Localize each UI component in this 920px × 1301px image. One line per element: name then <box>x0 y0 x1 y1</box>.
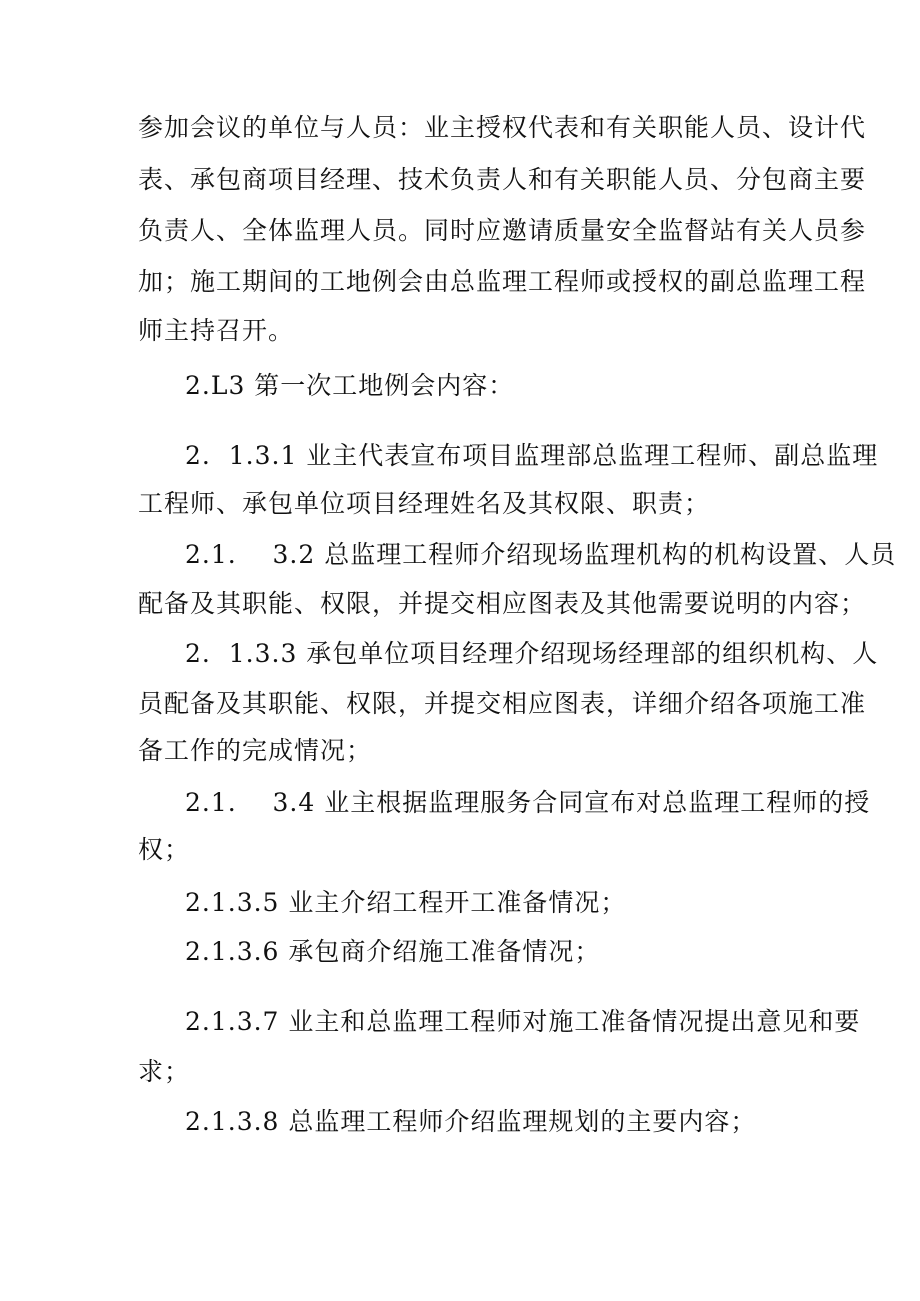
item-line-5: 2. 1.3.3 承包单位项目经理介绍现场经理部的组织机构、人 <box>185 639 879 668</box>
item-line-10: 2.1.3.5 业主介绍工程开工准备情况； <box>185 888 627 917</box>
paragraph-line-2: 表、承包商项目经理、技术负责人和有关职能人员、分包商主要 <box>138 165 867 194</box>
item-line-1: 2. 1.3.1 业主代表宣布项目监理部总监理工程师、副总监理 <box>185 441 879 470</box>
paragraph-line-5: 师主持召开。 <box>138 316 295 345</box>
item-line-7: 备工作的完成情况； <box>138 736 373 765</box>
paragraph-line-3: 负责人、全体监理人员。同时应邀请质量安全监督站有关人员参 <box>138 216 867 245</box>
paragraph-line-4: 加；施工期间的工地例会由总监理工程师或授权的副总监理工程 <box>138 267 867 296</box>
item-line-6: 员配备及其职能、权限，并提交相应图表，详细介绍各项施工准 <box>138 689 867 718</box>
section-heading: 2.L3 第一次工地例会内容： <box>185 371 515 400</box>
item-line-13: 求； <box>138 1057 191 1086</box>
item-line-9: 权； <box>138 835 191 864</box>
item-line-4: 配备及其职能、权限，并提交相应图表及其他需要说明的内容； <box>138 589 867 618</box>
item-line-12: 2.1.3.7 业主和总监理工程师对施工准备情况提出意见和要 <box>185 1007 861 1036</box>
item-line-3: 2.1. 3.2 总监理工程师介绍现场监理机构的机构设置、人员 <box>185 540 897 569</box>
item-line-11: 2.1.3.6 承包商介绍施工准备情况； <box>185 937 601 966</box>
item-line-8: 2.1. 3.4 业主根据监理服务合同宣布对总监理工程师的授 <box>185 788 871 817</box>
paragraph-line-1: 参加会议的单位与人员：业主授权代表和有关职能人员、设计代 <box>138 113 867 142</box>
item-line-2: 工程师、承包单位项目经理姓名及其权限、职责； <box>138 489 711 518</box>
item-line-14: 2.1.3.8 总监理工程师介绍监理规划的主要内容； <box>185 1107 757 1136</box>
